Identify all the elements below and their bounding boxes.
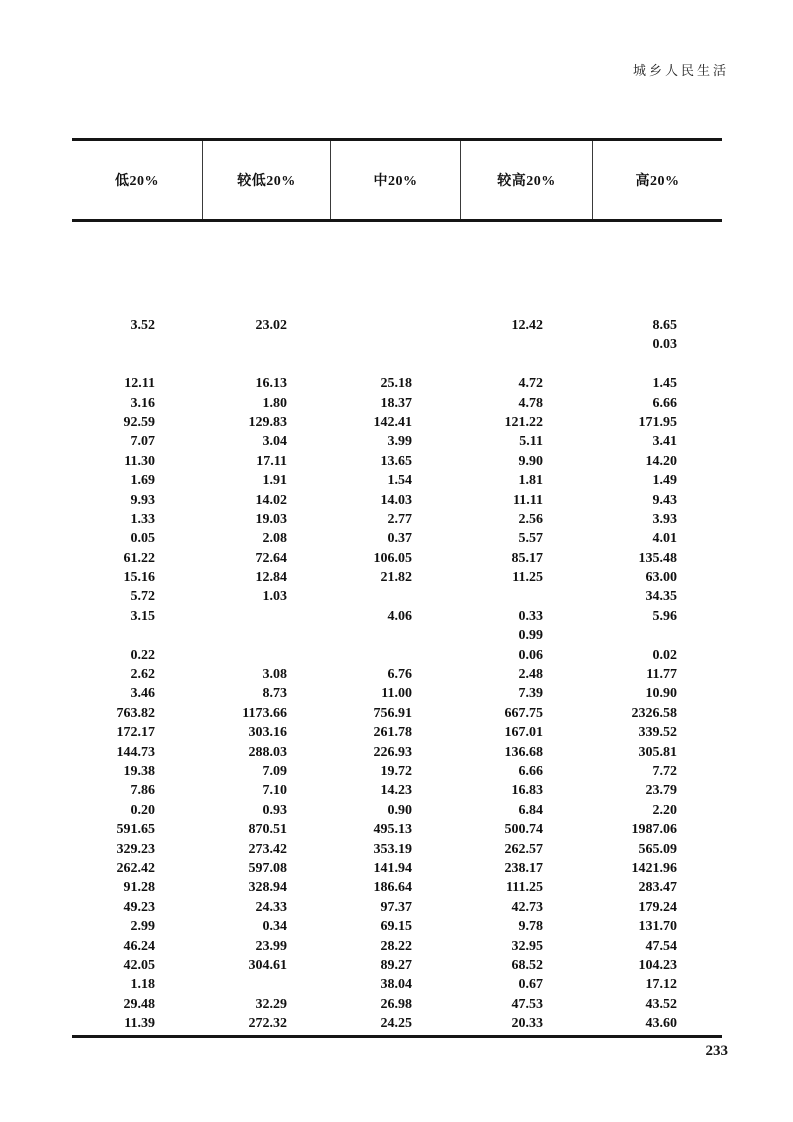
table-cell: 172.17 (116, 725, 155, 741)
table-row (72, 471, 722, 490)
table-cell: 597.08 (248, 860, 287, 876)
table-cell: 500.74 (504, 822, 543, 838)
table-cell: 495.13 (373, 822, 412, 838)
table-row (72, 665, 722, 684)
table-row (72, 568, 722, 587)
table-cell: 11.77 (646, 667, 677, 683)
table-cell: 565.09 (638, 841, 677, 857)
table-cell: 9.43 (652, 492, 677, 508)
table-cell: 186.64 (373, 880, 412, 896)
table-cell: 261.78 (373, 725, 412, 741)
column-header-high-20: 高20% (592, 141, 722, 219)
table-cell: 46.24 (123, 938, 155, 954)
table-row (72, 820, 722, 839)
table-cell: 2.99 (130, 919, 155, 935)
table-cell: 91.28 (123, 880, 155, 896)
table-cell: 353.19 (373, 841, 412, 857)
table-row (72, 607, 722, 626)
table-cell: 283.47 (638, 880, 677, 896)
table-cell: 7.39 (518, 686, 543, 702)
table-cell: 1.49 (652, 473, 677, 489)
table-cell: 1.69 (130, 473, 155, 489)
table-cell: 226.93 (373, 744, 412, 760)
table-cell: 10.90 (645, 686, 677, 702)
table-cell: 6.76 (387, 667, 412, 683)
table-row (72, 840, 722, 859)
table-cell: 3.15 (130, 608, 155, 624)
table-row (72, 646, 722, 665)
table-cell: 24.33 (255, 899, 287, 915)
table-cell: 7.72 (652, 763, 677, 779)
table-cell: 2326.58 (631, 705, 677, 721)
table-cell (330, 626, 460, 645)
table-cell (72, 355, 202, 374)
table-cell: 6.66 (518, 763, 543, 779)
table-row (72, 704, 722, 723)
table-cell: 14.02 (255, 492, 287, 508)
table-cell: 92.59 (123, 414, 155, 430)
table-row (72, 335, 722, 354)
table-cell: 179.24 (638, 899, 677, 915)
table-cell: 288.03 (248, 744, 287, 760)
table-cell: 7.07 (130, 434, 155, 450)
table-cell: 0.06 (518, 647, 543, 663)
table-cell (330, 646, 460, 665)
table-cell: 68.52 (511, 957, 543, 973)
table-cell: 328.94 (248, 880, 287, 896)
table-row (72, 975, 722, 994)
table-cell (330, 355, 460, 374)
table-row (72, 937, 722, 956)
table-cell: 38.04 (380, 977, 412, 993)
table-row (72, 917, 722, 936)
table-row (72, 684, 722, 703)
table-row (72, 878, 722, 897)
table-cell: 121.22 (504, 414, 543, 430)
table-cell: 16.13 (255, 376, 287, 392)
table-cell: 1.45 (652, 376, 677, 392)
table-row (72, 859, 722, 878)
table-cell: 262.42 (116, 860, 155, 876)
table-cell: 8.73 (262, 686, 287, 702)
table-cell (202, 355, 330, 374)
table-cell: 18.37 (380, 395, 412, 411)
table-cell: 273.42 (248, 841, 287, 857)
table-cell: 14.23 (380, 783, 412, 799)
table-cell: 305.81 (638, 744, 677, 760)
table-cell: 8.65 (652, 318, 677, 333)
table-cell: 0.93 (262, 802, 287, 818)
table-cell: 171.95 (638, 414, 677, 430)
table-cell (202, 335, 330, 354)
table-cell: 63.00 (645, 570, 677, 586)
table-cell: 0.03 (652, 337, 677, 353)
table-cell: 129.83 (248, 414, 287, 430)
table-cell: 97.37 (380, 899, 412, 915)
table-cell: 85.17 (511, 550, 543, 566)
table-cell: 3.16 (130, 395, 155, 411)
table-cell: 19.72 (380, 763, 412, 779)
table-cell: 3.52 (130, 318, 155, 333)
table-cell (202, 626, 330, 645)
table-cell: 11.25 (512, 570, 543, 586)
table-cell (592, 355, 722, 374)
table-cell: 136.68 (504, 744, 543, 760)
table-cell: 61.22 (123, 550, 155, 566)
table-cell: 142.41 (373, 414, 412, 430)
table-cell: 0.20 (130, 802, 155, 818)
table-cell: 19.03 (255, 511, 287, 527)
table-cell: 0.33 (518, 608, 543, 624)
table-cell: 32.95 (511, 938, 543, 954)
table-header-row (72, 138, 722, 222)
table-cell: 303.16 (248, 725, 287, 741)
table-cell: 756.91 (373, 705, 412, 721)
table-cell (202, 607, 330, 626)
table-cell: 1173.66 (242, 705, 287, 721)
table-cell: 1.81 (518, 473, 543, 489)
table-cell: 29.48 (123, 996, 155, 1012)
table-cell: 19.38 (123, 763, 155, 779)
table-cell: 32.29 (255, 996, 287, 1012)
table-cell: 9.93 (130, 492, 155, 508)
table-row (72, 432, 722, 451)
table-row (72, 549, 722, 568)
table-cell: 0.99 (518, 628, 543, 644)
table-cell: 0.02 (652, 647, 677, 663)
table-row (72, 898, 722, 917)
table-cell: 0.22 (130, 647, 155, 663)
table-row (72, 1014, 722, 1033)
table-cell: 23.79 (645, 783, 677, 799)
table-cell: 104.23 (638, 957, 677, 973)
table-cell: 1.80 (262, 395, 287, 411)
table-cell: 13.65 (380, 453, 412, 469)
table-cell: 16.83 (511, 783, 543, 799)
table-cell (460, 587, 592, 606)
table-cell: 2.77 (387, 511, 412, 527)
table-cell: 329.23 (116, 841, 155, 857)
table-cell: 0.34 (262, 919, 287, 935)
table-cell: 763.82 (116, 705, 155, 721)
column-header-middle-20: 中20% (330, 141, 460, 219)
table-cell: 7.10 (262, 783, 287, 799)
table-cell: 5.96 (652, 608, 677, 624)
table-row (72, 355, 722, 374)
table-cell: 339.52 (638, 725, 677, 741)
table-cell: 72.64 (255, 550, 287, 566)
running-header: 城乡人民生活 (632, 63, 729, 78)
table-row (72, 413, 722, 432)
table-cell: 131.70 (638, 919, 677, 935)
table-cell: 7.86 (130, 783, 155, 799)
table-cell: 106.05 (373, 550, 412, 566)
table-cell: 43.52 (645, 996, 677, 1012)
table-cell: 9.90 (518, 453, 543, 469)
column-header-lower-middle-20: 较低20% (202, 141, 330, 219)
table-row (72, 394, 722, 413)
table-cell: 42.73 (511, 899, 543, 915)
table-cell: 4.78 (518, 395, 543, 411)
table-cell: 28.22 (380, 938, 412, 954)
table-cell (202, 975, 330, 994)
table-cell (330, 587, 460, 606)
table-cell: 14.03 (380, 492, 412, 508)
table-row (72, 626, 722, 645)
table-cell: 21.82 (380, 570, 412, 586)
statistics-table (72, 138, 722, 1038)
table-cell (460, 335, 592, 354)
table-cell: 11.30 (124, 453, 155, 469)
table-cell (592, 626, 722, 645)
table-cell: 2.20 (652, 802, 677, 818)
table-cell: 89.27 (380, 957, 412, 973)
table-cell: 3.46 (130, 686, 155, 702)
table-row (72, 491, 722, 510)
column-header-upper-middle-20: 较高20% (460, 141, 592, 219)
table-cell: 43.60 (645, 1016, 677, 1032)
table-cell: 1.18 (130, 977, 155, 993)
table-cell (330, 335, 460, 354)
table-cell: 12.84 (255, 570, 287, 586)
table-row (72, 529, 722, 548)
table-cell: 2.62 (130, 667, 155, 683)
table-cell: 1.03 (262, 589, 287, 605)
table-cell: 144.73 (116, 744, 155, 760)
table-cell: 5.72 (130, 589, 155, 605)
table-cell (72, 626, 202, 645)
table-cell (330, 316, 460, 335)
table-cell: 14.20 (645, 453, 677, 469)
table-row (72, 743, 722, 762)
table-cell: 238.17 (504, 860, 543, 876)
table-row (72, 452, 722, 471)
table-cell (202, 646, 330, 665)
table-cell (460, 355, 592, 374)
table-row (72, 762, 722, 781)
table-cell: 11.11 (513, 492, 543, 508)
table-cell: 0.37 (387, 531, 412, 547)
table-cell: 23.02 (255, 318, 287, 333)
table-cell: 870.51 (248, 822, 287, 838)
table-cell: 49.23 (123, 899, 155, 915)
table-cell: 4.01 (652, 531, 677, 547)
table-cell: 0.67 (518, 977, 543, 993)
table-row (72, 801, 722, 820)
column-header-low-20: 低20% (115, 174, 159, 189)
table-row (72, 510, 722, 529)
table-cell: 42.05 (123, 957, 155, 973)
table-cell: 12.11 (124, 376, 155, 392)
table-row (72, 316, 722, 335)
table-row (72, 781, 722, 800)
table-cell: 1.33 (130, 511, 155, 527)
table-cell: 3.99 (387, 434, 412, 450)
table-cell: 15.16 (123, 570, 155, 586)
table-cell: 0.90 (387, 802, 412, 818)
table-cell: 1.91 (262, 473, 287, 489)
table-cell: 3.04 (262, 434, 287, 450)
table-cell: 25.18 (380, 376, 412, 392)
table-cell: 69.15 (380, 919, 412, 935)
table-row (72, 587, 722, 606)
table-cell: 4.72 (518, 376, 543, 392)
table-cell: 1987.06 (631, 822, 677, 838)
table-cell: 17.11 (256, 453, 287, 469)
table-cell: 3.08 (262, 667, 287, 683)
table-cell: 11.39 (124, 1016, 155, 1032)
table-cell: 47.54 (645, 938, 677, 954)
table-cell: 5.57 (518, 531, 543, 547)
table-cell: 11.00 (381, 686, 412, 702)
table-cell: 4.06 (387, 608, 412, 624)
table-cell: 26.98 (380, 996, 412, 1012)
table-cell: 167.01 (504, 725, 543, 741)
table-cell: 5.11 (519, 434, 543, 450)
table-row (72, 995, 722, 1014)
table-row (72, 956, 722, 975)
table-cell: 667.75 (504, 705, 543, 721)
table-cell: 111.25 (506, 880, 543, 896)
table-row (72, 723, 722, 742)
table-cell: 23.99 (255, 938, 287, 954)
table-cell: 6.66 (652, 395, 677, 411)
table-cell: 17.12 (645, 977, 677, 993)
table-cell: 135.48 (638, 550, 677, 566)
table-cell: 24.25 (380, 1016, 412, 1032)
table-cell: 9.78 (518, 919, 543, 935)
table-cell: 7.09 (262, 763, 287, 779)
table-cell: 12.42 (511, 318, 543, 333)
table-body (72, 222, 722, 1038)
table-cell: 1421.96 (631, 860, 677, 876)
table-cell: 20.33 (511, 1016, 543, 1032)
table-cell (72, 335, 202, 354)
page-number: 233 (705, 1043, 728, 1059)
table-cell: 141.94 (373, 860, 412, 876)
table-cell: 2.56 (518, 511, 543, 527)
table-cell: 47.53 (511, 996, 543, 1012)
table-cell: 304.61 (248, 957, 287, 973)
table-cell: 591.65 (116, 822, 155, 838)
table-cell: 6.84 (518, 802, 543, 818)
table-cell: 2.48 (518, 667, 543, 683)
table-cell: 2.08 (262, 531, 287, 547)
table-cell: 3.93 (652, 511, 677, 527)
table-cell: 1.54 (387, 473, 412, 489)
table-cell: 0.05 (130, 531, 155, 547)
table-cell: 272.32 (248, 1016, 287, 1032)
table-cell: 34.35 (645, 589, 677, 605)
table-cell: 3.41 (652, 434, 677, 450)
table-cell: 262.57 (504, 841, 543, 857)
table-row (72, 374, 722, 393)
